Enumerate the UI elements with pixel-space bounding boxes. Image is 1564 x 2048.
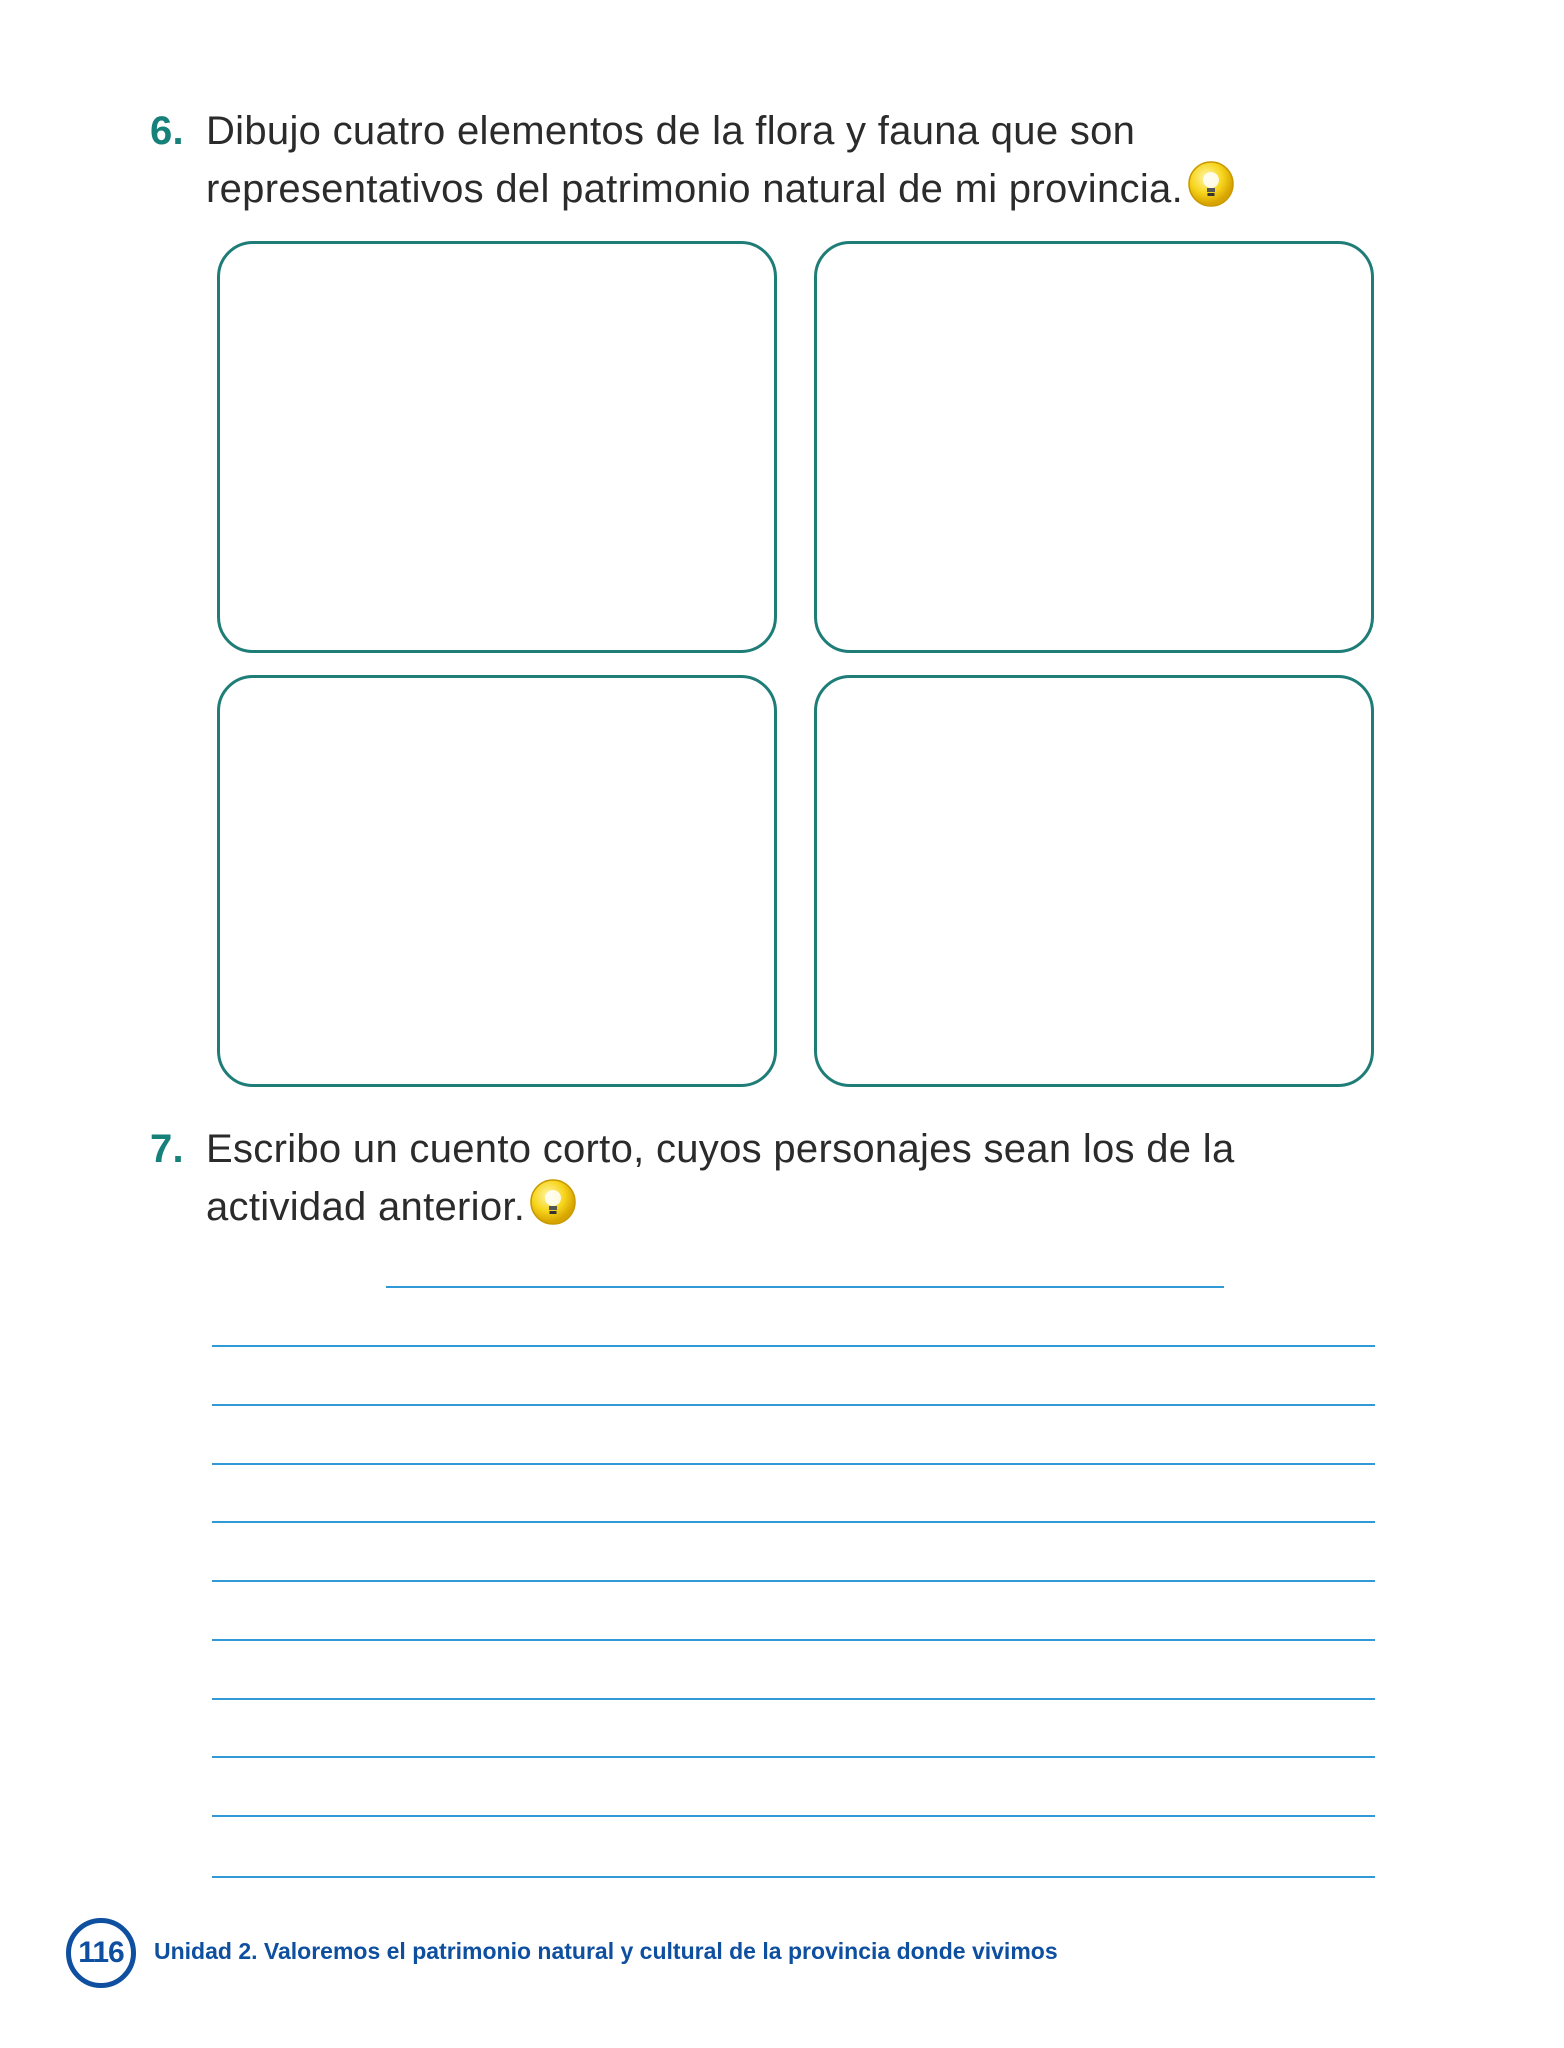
title-writing-line[interactable] [386,1286,1224,1288]
lightbulb-icon [529,1178,577,1226]
writing-line[interactable] [212,1404,1375,1406]
question-7-number: 7. [150,1127,184,1171]
question-7-text: Escribo un cuento corto, cuyos personajes sean los de la actividad anterior. [206,1127,1235,1229]
question-6-text: Dibujo cuatro elementos de la flora y fauna que son representativos del patrimonio natural de mi provincia. [206,103,1390,218]
writing-line[interactable] [212,1463,1375,1465]
writing-line[interactable] [212,1698,1375,1700]
writing-line[interactable] [212,1815,1375,1817]
writing-line[interactable] [212,1345,1375,1347]
drawing-box-2[interactable] [814,241,1374,653]
drawing-box-1[interactable] [217,241,777,653]
writing-line[interactable] [212,1876,1375,1878]
writing-line[interactable] [212,1580,1375,1582]
drawing-box-3[interactable] [217,675,777,1087]
page-number: 116 [66,1918,136,1988]
writing-line[interactable] [212,1521,1375,1523]
unit-title: Unidad 2. Valoremos el patrimonio natural y cultural de la provincia donde vivimos [154,1938,1058,1964]
question-6 [150,103,1390,218]
writing-line[interactable] [212,1639,1375,1641]
writing-line[interactable] [212,1756,1375,1758]
lightbulb-icon [1187,160,1235,208]
drawing-box-4[interactable] [814,675,1374,1087]
question-6-number: 6. [150,109,184,153]
question-7 [150,1121,1390,1236]
